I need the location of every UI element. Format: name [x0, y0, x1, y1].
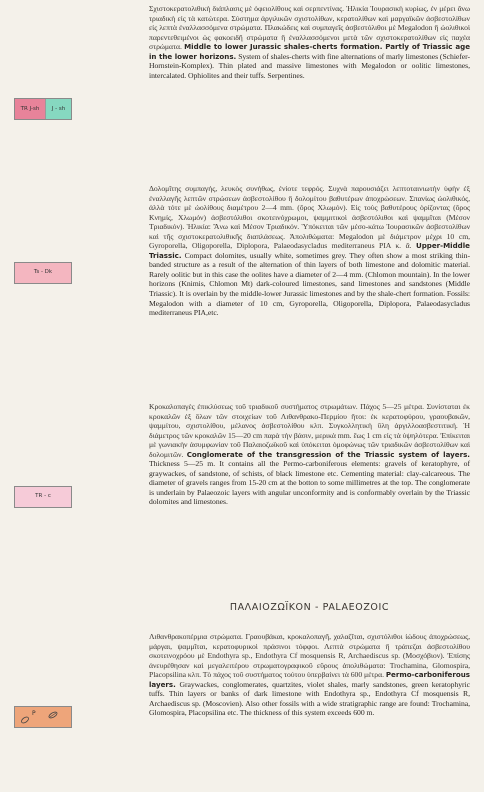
swatch-label: P — [32, 710, 36, 717]
legend-entry-permo-carboniferous — [149, 632, 470, 718]
fossil-pattern-icon — [15, 707, 71, 727]
english-heading: Middle to lower Jurassic shales-cherts formation. Partly of Triassic age in the lower horizons. — [149, 42, 471, 61]
english-heading: Conglomerate of the transgression of the Triassic system of layers. — [186, 449, 471, 459]
legend-swatch-triassic-dolomite — [14, 262, 72, 284]
english-description: Thickness 5—25 m. It contains all the Permo-carboniferous elements: gravels of keratophyre, of graywackes, of sandstone, of schists, of black limestone etc. Cementing material: clay-calcareous. The diameter of gravels ranges from 15-20 cm at the botton to some millimetres at the top. The conglomerate is underlain by Palaeozoic layers with angular unconformity and is conformably overlain by the Triassic dolomites and limestones. — [149, 459, 470, 507]
greek-description: Λιθανθρακοπέρμια στρώματα. Γραουβάκαι, κροκαλοπαγῆ, χαλαζῖται, σχιστόλιθοι ἰώδους ἀποχρώσεως, μάργαι, ψαμμῖται, κερατοφυρικοὶ πράσινοι τόφφοι. Λεπτὰ στρώματα ἢ τράπεζαι ἀσβεστολίθου σκοτεινοχρόου μὲ Endothyra sp., Endothyra Cf mosquensis R, Archaediscus sp. (Μοσχόβιον). Ἐπίσης ἀνευρέθησαν καὶ μεγαλειτέρου στρωματογραφικοῦ εὔρους ἀπολιθώματα: Trochamina, Glomospira, Placopsilina κλπ. Τὸ πάχος τοῦ συστήματος τούτου ὑπερβαίνει τὰ 600 μέτρα. — [149, 632, 470, 680]
greek-description: Σχιστοκερατολιθικὴ διάπλασις μὲ ὀφειολίθους καὶ σερπεντίνας. Ἡλικία Ἰουρασικὴ κυρίως, ἐν μέρει ἄνω τριαδικὴ εἰς τὰ κατώτερα. Σύστημα ἀργιλικῶν σχιστολίθων, κερατολίθων καὶ μαργαϊκῶν ἀσβεστολίθων εἰς λεπτὰ ἐναλλασσόμενα στρώματα. Πλακώδεις καὶ συμπαγεῖς ἀσβεστόλιθοι μὲ Megalodon ἢ ὠολιθικοὶ παρεντεθειμένοι ὡς φακοειδῆ στρώματα ἢ ἐναλλασσόμενοι μετὰ τῶν σχιστοκερατολίθων εἰς παχέα στρώματα. — [149, 4, 470, 52]
swatch-label-left: TR J-sh — [15, 99, 46, 119]
legend-swatch-permo-carboniferous — [14, 706, 72, 728]
english-heading: Upper-Middle Triassic. — [149, 241, 470, 260]
section-heading-palaeozoic: ΠΑΛΑΙΟΖΩΪΚΟΝ - PALAEOZOIC — [229, 602, 390, 613]
legend-entry-jurassic-shales — [149, 4, 470, 80]
english-description: System of shales-cherts with fine alternations of marly limestones (Schiefer-Hornstein-Komplex). Thin plated and massive limestones with Megalodon or oolitic limestones, intercalated. Ophiolites and their tuffs. Serpentines. — [149, 51, 471, 80]
greek-description: Κροκαλοπαγὲς ἐπικλύσεως τοῦ τριαδικοῦ συστήματος στρωμάτων. Πάχος 5—25 μέτρα. Συνίσταται ἐκ κροκαλῶν ἐξ ὅλων τῶν στοιχείων τοῦ Λιθανθρακο-Περμίου ἤτοι: ἐκ κερατοφύρου, γραουβακῶν, ψαμμίτου, σχιστολίθου, μέλανος ἀσβεστολίθου κλπ. Συγκολλητικὴ ὕλη ἀργιλλοασβεστιτική. Ἡ διάμετρος τῶν κροκαλῶν 15—20 cm παρὰ τὴν βάσιν, μερικὰ mm. ἕως 1 cm εἰς τὰ ὑψηλότερα. Ἐπίκειται μὲ γωνιακὴν ἀσυμφωνίαν τοῦ Παλαιοζωϊκοῦ καὶ ὑπόκειται ὁμοφώνως τῶν τριαδικῶν ἀσβεστολίθων καὶ δολομιτῶν. — [149, 402, 470, 459]
swatch-label: TR - c — [35, 493, 51, 499]
english-description: Graywackes, conglomerates, quartzites, violet shales, marly sandstones, green keratophyric tuffs. Thin layers or banks of dark limestone with Endothyra sp., Endothyra Cf mosquensis R, Archaediscus sp. (Moscovien). Also other fossils with a wide stratigraphic range are found: Trochamina, Glomospira, Placopsilina etc. The thickness of this system exceeds 600 m. — [149, 679, 470, 718]
legend-swatch-jurassic-shales — [14, 98, 72, 120]
legend-entry-triassic-dolomite — [149, 184, 470, 318]
swatch-label-right: J - sh — [46, 99, 71, 119]
greek-description: Δολομῖτης συμπαγής, λευκὸς συνήθως, ἐνίοτε τεφρός. Συχνὰ παρουσιάζει λεπτοταινιωτὴν ὑφὴν ἐξ ἐναλλαγῆς λεπτῶν στρώσεων ἀσβεστολίθου ἢ δολομίτου βαθυτέρων ἀποχρώσεων. Σπανίως ὠολιθικός, ἀλλὰ τότε μὲ ὠολίθους διαμέτρου 2—4 mm. (ὄρος Χλωμόν). Εἰς τοὺς βαθυτέρους ὁρίζοντας (ὄρος Κνημίς, Χλωμόν) ἀσβεστόλιθοι σκοτεινόχρωμοι, ψαμμιτικοὶ ἀσβεστόλιθοι καὶ ψαμμῖται (Μέσον Τριαδικόν). Ἡλικία: Ἄνω καὶ Μέσον Τριαδικόν. Ὑπόκειται τῶν μέσο-κάτω Ἰουρασικῶν ἀσβεστολίθων καὶ τῆς σχιστοκερατολιθικῆς διαπλάσεως. Ἀπολιθώματα: Megalodon μὲ διάμετρον μέχρι 10 cm, Gyroporella, Oligoporella, Diplopora, Palaeodasycladus mediterraneus PIA κ. ἄ. — [149, 184, 470, 251]
english-heading: Permo-carboniferous layers. — [149, 670, 471, 689]
legend-swatch-triassic-conglomerate — [14, 486, 72, 508]
legend-entry-triassic-conglomerate — [149, 402, 470, 507]
swatch-label: Ts - Dk — [33, 269, 53, 275]
english-description: Compact dolomites, usually white, sometimes grey. They often show a most striking thin-banded structure as a result of the alternation of thin layers of both limestone and dolomitic material. Rarely oolitic but in this case the oolites have a diameter of 2—4 mm. (Chlomon mountain). In the lower horizons (Knimis, Chlomon Mt) dark-coloured limestones, sand limestones and sandstones (Middle Triassic). It is overlain by the middle-lower Jurassic limestones and by the shale-chert formation. Fossils: Megalodon with a diameter of 10 cm, Gyroporella, Oligoporella, Diplopora, Palaeodasycladus mediterraneus PIA,etc. — [149, 250, 470, 318]
